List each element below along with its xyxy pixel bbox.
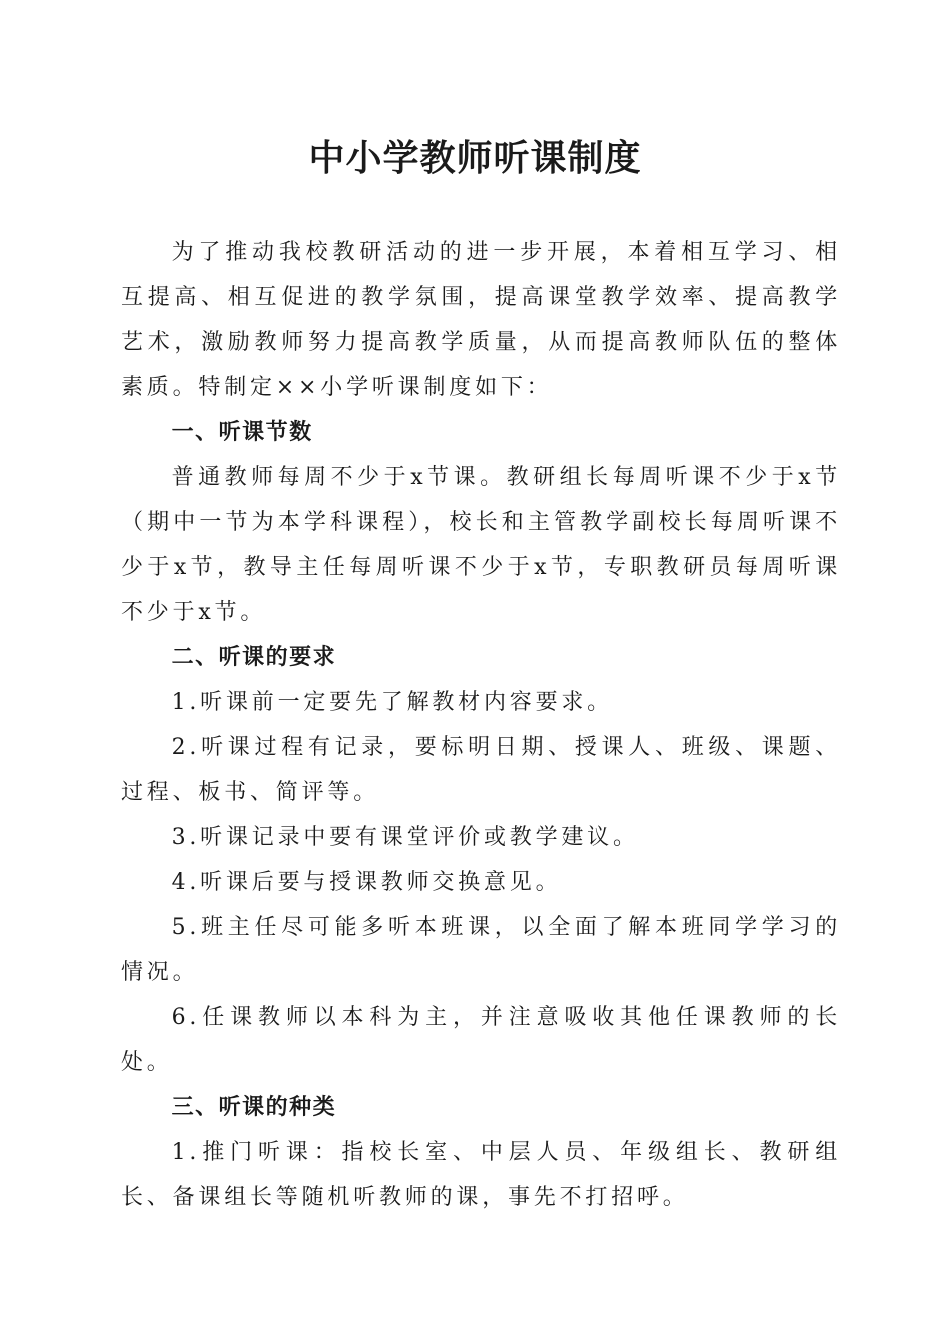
section-heading-lesson-count: 一、听课节数	[171, 420, 313, 445]
requirement-item: 4.听课后要与授课教师交换意见。	[171, 870, 562, 895]
intro-paragraph: 为了推动我校教研活动的进一步开展，本着相互学习、相互提高、相互促进的教学氛围，提高课堂教学效率、提高教学艺术，激励教师努力提高教学质量，从而提高教师队伍的整体素质。特制定××小学听课制度如下：	[121, 240, 841, 400]
section-heading-requirements: 二、听课的要求	[171, 645, 337, 670]
type-item: 1.推门听课：指校长室、中层人员、年级组长、教研组长、备课组长等随机听教师的课，事先不打招呼。	[121, 1140, 841, 1210]
lesson-count-paragraph: 普通教师每周不少于x节课。教研组长每周听课不少于x节（期中一节为本学科课程），校长和主管教学副校长每周听课不少于x节，教导主任每周听课不少于x节，专职教研员每周听课不少于x节。	[121, 465, 841, 625]
requirement-item: 2.听课过程有记录，要标明日期、授课人、班级、课题、过程、板书、简评等。	[121, 735, 841, 805]
requirement-item: 6.任课教师以本科为主，并注意吸收其他任课教师的长处。	[121, 1005, 841, 1075]
document-body	[121, 230, 841, 1220]
requirement-item: 5.班主任尽可能多听本班课，以全面了解本班同学学习的情况。	[121, 915, 841, 985]
requirement-item: 1.听课前一定要先了解教材内容要求。	[171, 690, 613, 715]
document-title: 中小学教师听课制度	[308, 137, 642, 179]
section-heading-types: 三、听课的种类	[171, 1095, 337, 1120]
requirement-item: 3.听课记录中要有课堂评价或教学建议。	[171, 825, 639, 850]
